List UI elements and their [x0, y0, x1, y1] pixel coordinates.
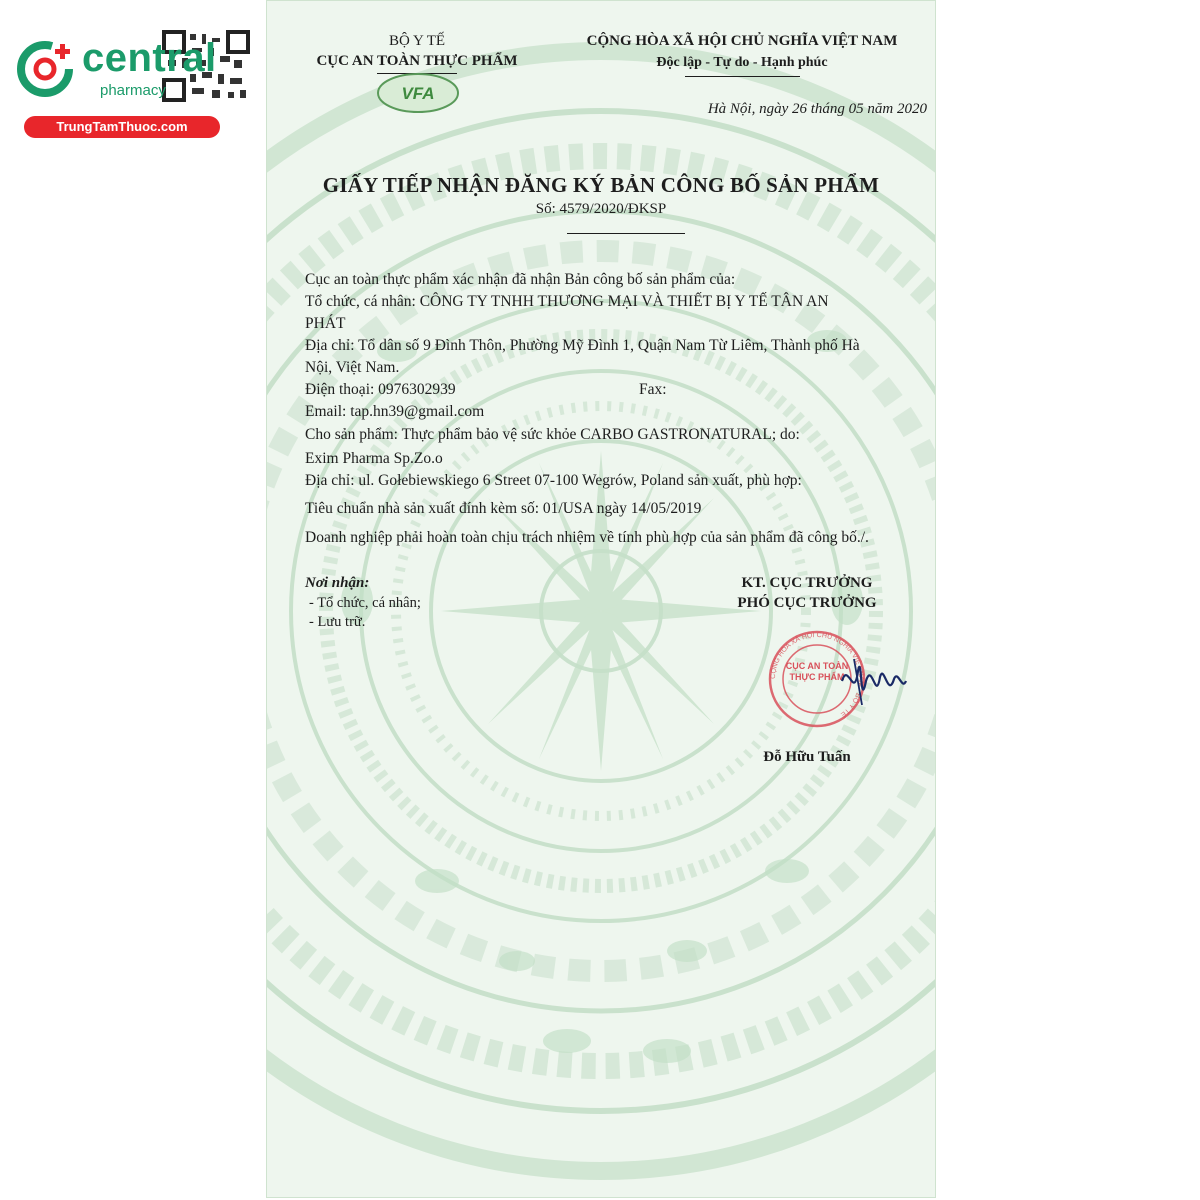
vfa-logo-text: VFA [401, 84, 435, 103]
brand-url: TrungTamThuoc.com [24, 116, 220, 138]
body-line: Cho sản phẩm: Thực phẩm bảo vệ sức khỏe CARBO GASTRONATURAL; do: [305, 426, 800, 443]
body-line: Tổ chức, cá nhân: CÔNG TY TNHH THƯƠNG MẠI VÀ THIẾT BỊ Y TẾ TÂN AN [305, 293, 829, 310]
signer-name: Đỗ Hữu Tuấn [763, 749, 851, 765]
body-line: Tiêu chuẩn nhà sản xuất đính kèm số: 01/USA ngày 14/05/2019 [305, 500, 702, 517]
title-underline [567, 233, 685, 234]
signer-role-1: KT. CỤC TRƯỞNG [741, 575, 873, 591]
fax-line: Fax: [639, 381, 667, 398]
body-line: Exim Pharma Sp.Zo.o [305, 450, 443, 467]
stamp-ring-text: CỘNG HÒA XÃ HỘI CHỦ NGHĨA VIỆT NAM · BỘ Y TẾ [769, 631, 865, 718]
body-line: PHÁT [305, 315, 346, 332]
motto-underline [685, 76, 800, 77]
phone-line: Điện thoại: 0976302939 [305, 381, 456, 398]
recipient-item: - Tổ chức, cá nhân; [309, 595, 421, 611]
stamp-center-text: CỤC AN TOÀN THỰC PHẨM [785, 661, 849, 682]
body-line: Địa chỉ: Tổ dân số 9 Đình Thôn, Phường Mỹ Đình 1, Quận Nam Từ Liêm, Thành phố Hà [305, 337, 860, 354]
recipient-item: - Lưu trữ. [309, 614, 366, 630]
brand-sub: pharmacy [100, 82, 166, 99]
motto: Độc lập - Tự do - Hạnh phúc [656, 55, 828, 70]
pharmacy-logo-icon [14, 38, 76, 100]
ministry-name: BỘ Y TẾ [388, 33, 446, 49]
recipients-heading: Nơi nhận: [305, 575, 370, 591]
signer-role-2: PHÓ CỤC TRƯỞNG [737, 595, 877, 611]
brand-name: central [82, 36, 217, 80]
document-title: GIẤY TIẾP NHẬN ĐĂNG KÝ BẢN CÔNG BỐ SẢN PHẨM [322, 173, 880, 197]
body-line: Doanh nghiệp phải hoàn toàn chịu trách nhiệm về tính phù hợp của sản phẩm đã công bố./. [305, 529, 869, 546]
body-line: Địa chỉ: ul. Gołebiewskiego 6 Street 07-100 Wegrów, Poland sản xuất, phù hợp: [305, 472, 802, 489]
body-line: Nội, Việt Nam. [305, 359, 400, 376]
body-line: Cục an toàn thực phẩm xác nhận đã nhận Bản công bố sản phẩm của: [305, 271, 736, 288]
country-name: CỘNG HÒA XÃ HỘI CHỦ NGHĨA VIỆT NAM [586, 33, 898, 49]
certificate-document [266, 0, 936, 1198]
vfa-logo [375, 71, 461, 115]
document-number: Số: 4579/2020/ĐKSP [535, 201, 667, 217]
agency-name: CỤC AN TOÀN THỰC PHẨM [316, 53, 518, 69]
issue-date: Hà Nội, ngày 26 tháng 05 năm 2020 [707, 101, 927, 117]
handwritten-signature [832, 641, 912, 721]
email-line: Email: tap.hn39@gmail.com [305, 403, 485, 420]
watermark-logo [12, 30, 242, 140]
